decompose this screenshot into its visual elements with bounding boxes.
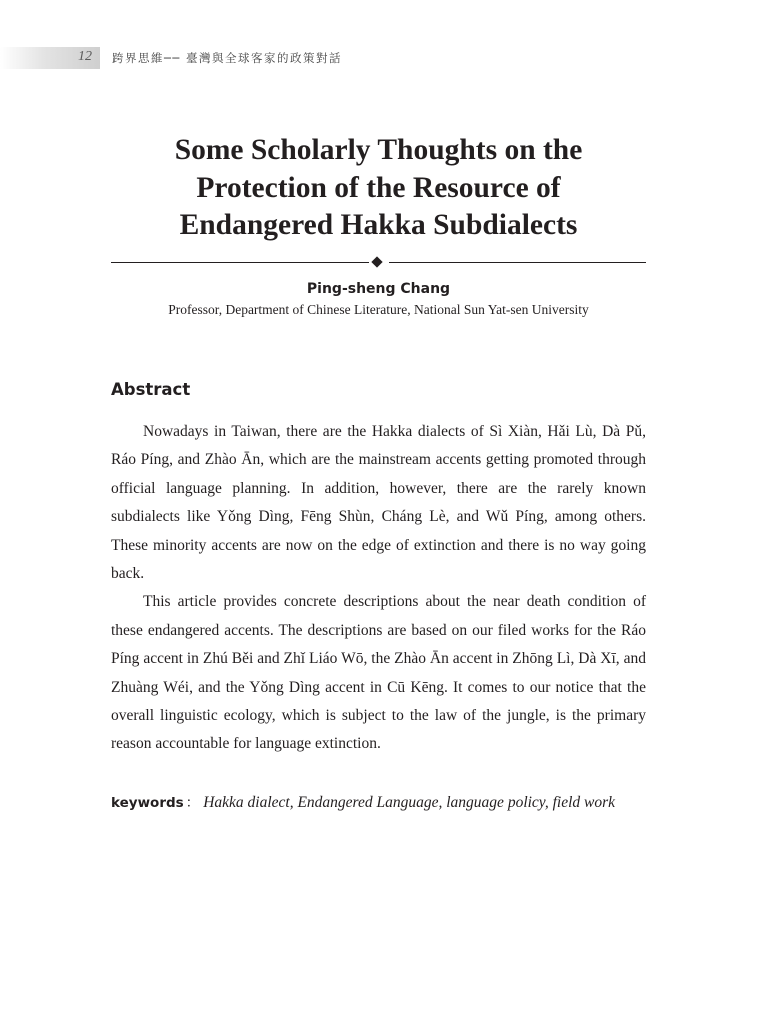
keywords-separator: ： <box>185 795 200 811</box>
keywords-line <box>111 791 671 812</box>
article-title-line: Some Scholarly Thoughts on the <box>174 134 583 166</box>
title-divider-diamond-icon <box>371 256 382 267</box>
article-title <box>80 132 677 245</box>
article-title-line: Protection of the Resource of <box>196 171 561 204</box>
article-title-line: Endangered Hakka Subdialects <box>179 209 578 241</box>
keywords-label: keywords <box>111 795 184 811</box>
author-name: Ping-sheng Chang <box>306 281 451 297</box>
abstract-heading: Abstract <box>111 380 191 399</box>
author-affiliation: Professor, Department of Chinese Literature, National Sun Yat-sen University <box>168 302 589 317</box>
running-header-title: 跨界思維── 臺灣與全球客家的政策對話 <box>112 51 343 65</box>
keywords-value: Hakka dialect, Endangered Language, language policy, field work <box>203 794 616 811</box>
page-number: 12 <box>78 49 92 64</box>
title-divider-left <box>111 262 369 263</box>
running-header <box>0 47 757 69</box>
abstract-paragraph: This article provides concrete descriptions about the near death condition of these endangered accents. The descriptions are based on our filed works for the Ráo Píng accent in Zhú Běi and Zhǐ Liáo Wō, the Zhào Ān accent in Zhōng Lì, Dà Xī, and Zhuàng Wéi, and the Yǒng Dìng accent in Cū Kēng. It comes to our notice that the overall linguistic ecology, which is subject to the law of the jungle, is the primary reason accountable for language extinction. <box>111 593 646 753</box>
title-divider-right <box>389 262 646 263</box>
abstract-paragraph: Nowadays in Taiwan, there are the Hakka dialects of Sì Xiàn, Hǎi Lù, Dà Pǔ, Ráo Píng, and Zhào Ān, which are the mainstream accents getting promoted through official language planning. In addition, however, there are the rarely known subdialects like Yǒng Dìng, Fēng Shùn, Cháng Lè, and Wǔ Píng, among others. These minority accents are now on the edge of extinction and there is no way going back. <box>111 423 646 583</box>
abstract-body <box>111 418 646 759</box>
